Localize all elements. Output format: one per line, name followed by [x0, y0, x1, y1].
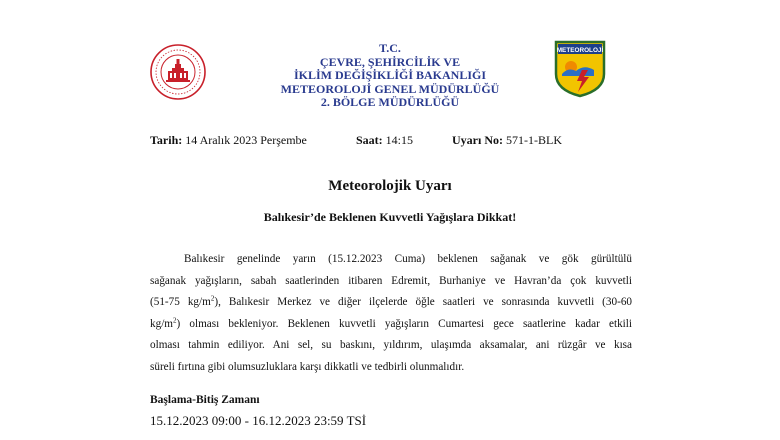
body-line-1: Balıkesir genelinde yarın (15.12.2023 Cuma) beklenen sağanak ve gök gürültülü: [184, 253, 632, 265]
body-line-3-sup: 2: [210, 294, 215, 303]
org-line-2: ÇEVRE, ŞEHİRCİLİK VE: [319, 54, 461, 69]
warning-number-value: 571-1-BLK: [506, 133, 562, 147]
org-line-5: 2. BÖLGE MÜDÜRLÜĞÜ: [320, 95, 460, 109]
body-line-6: süreli fırtına gibi olumsuzluklara karşı dikkatli ve tedbirli olunmalıdır.: [150, 360, 465, 373]
body-line-4-sup: 2: [173, 315, 177, 324]
warning-number-field: [452, 133, 562, 148]
document-subtitle: Balıkesir’de Beklenen Kuvvetli Yağışlara Dikkat!: [263, 210, 517, 224]
document-title: Meteorolojik Uyarı: [328, 178, 452, 194]
time-value: 14:15: [385, 133, 414, 147]
period-value: 15.12.2023 09:00 - 16.12.2023 23:59 TSİ: [150, 413, 367, 428]
body-line-4a: kg/m: [150, 317, 173, 330]
organization-header: [220, 42, 560, 110]
org-line-3: İKLİM DEĞİŞİKLİĞİ BAKANLIĞI: [293, 68, 487, 82]
body-line-4: [150, 314, 632, 336]
body-line-3b: ), Balıkesir Merkez ve diğer ilçelerde öğle saatleri ve sonrasında kuvvetli (30-60: [214, 296, 633, 308]
body-line-4b: ) olması bekleniyor. Beklenen kuvvetli yağışların Cumartesi gece saatlerine kadar etkili: [176, 317, 632, 330]
date-label: Tarih:: [150, 133, 183, 147]
body-line-3a: (51-75 kg/m: [150, 296, 211, 308]
warning-body: [150, 249, 632, 378]
body-line-3: [150, 292, 632, 314]
period-label: Başlama-Bitiş Zamanı: [150, 394, 260, 406]
emblem-text: METEOROLOJİ: [556, 46, 604, 54]
warning-number-label: Uyarı No:: [452, 133, 503, 147]
body-line-5: olması tahmin ediliyor. Ani sel, su baskını, yıldırım, ulaşımda aksamalar, ani rüzgâr ve kısa: [150, 339, 632, 351]
org-line-1: T.C.: [379, 41, 401, 55]
time-field: [356, 133, 413, 148]
org-line-4: METEOROLOJİ GENEL MÜDÜRLÜĞÜ: [280, 81, 500, 96]
ministry-seal-icon: [150, 44, 206, 100]
date-field: [150, 133, 307, 148]
time-label: Saat:: [356, 133, 383, 147]
meteoroloji-emblem-icon: [554, 40, 606, 98]
body-line-2: sağanak yağışların, sabah saatlerinden itibaren Edremit, Burhaniye ve Havran’da çok kuvvetli: [150, 274, 632, 287]
date-value: 14 Aralık 2023 Perşembe: [185, 133, 307, 147]
